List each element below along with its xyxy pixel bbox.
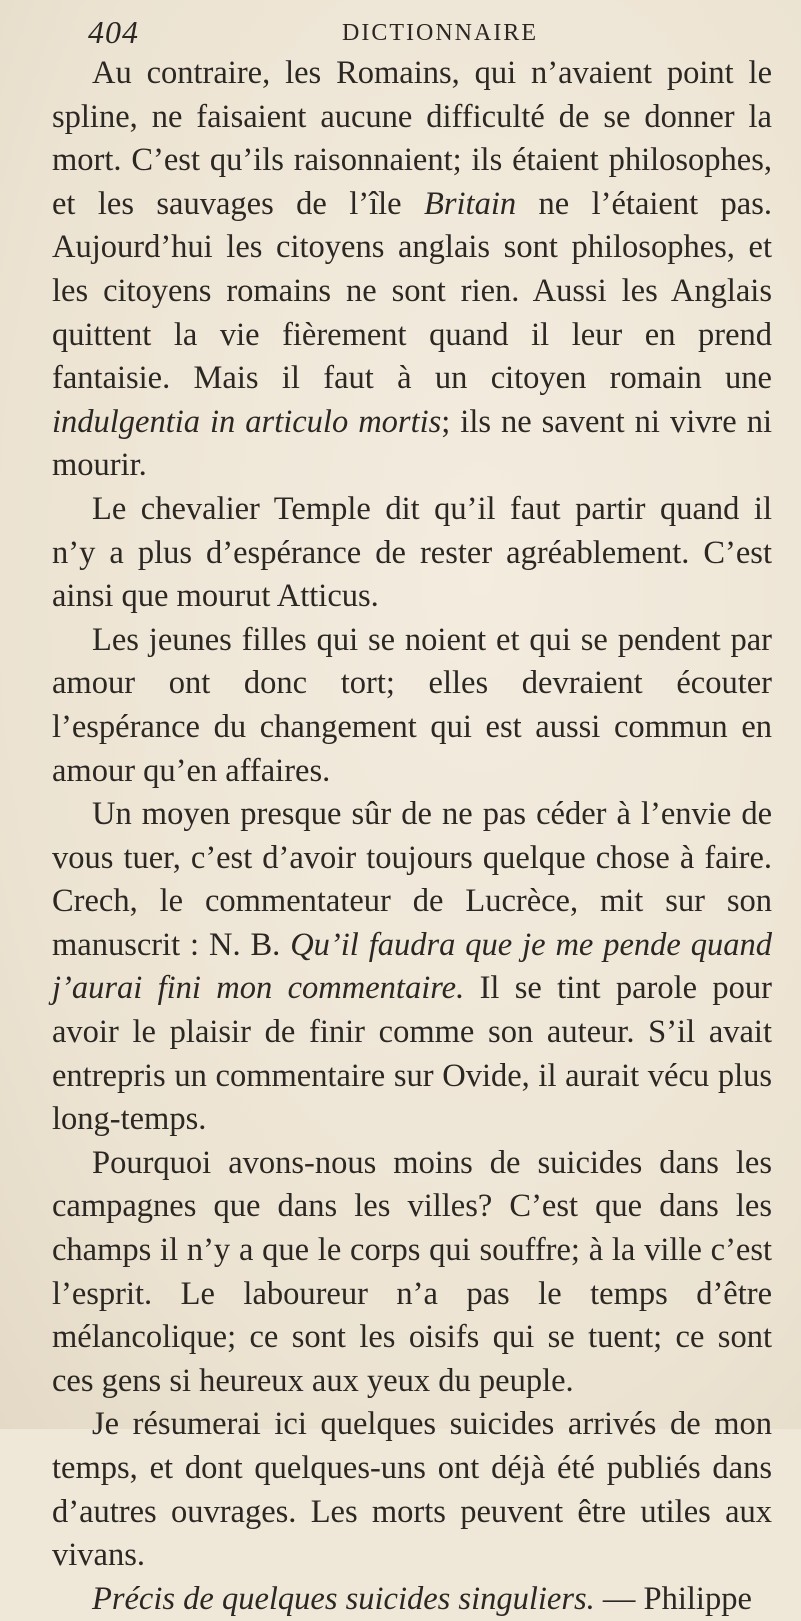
text-segment: ; ils ne savent ni vivre ni mourir. — [52, 403, 772, 484]
paragraph — [52, 52, 772, 488]
paragraph — [52, 1142, 772, 1404]
paragraph — [52, 793, 772, 1142]
italic-segment: Qu’il faudra que je me pende quand j’aurai fini mon commentaire. — [52, 926, 772, 1007]
text-segment: Pourquoi avons-nous moins de suicides dans les campagnes que dans les villes? C’est que dans les champs il n’y a que le corps qui souffre; à la ville c’est l’esprit. Le laboureur n’a pas le temps d’être mélancolique; ce sont les oisifs qui se tuent; ce sont ces gens si heureux aux yeux du peuple. — [52, 1144, 772, 1399]
text-segment: Le chevalier Temple dit qu’il faut partir quand il n’y a plus d’espérance de rester agréablement. C’est ainsi que mourut Atticus. — [52, 490, 772, 615]
text-segment: ne l’étaient pas. Aujourd’hui les citoyens anglais sont philosophes, et les citoyens romains ne sont rien. Aussi les Anglais quittent la vie fièrement quand il leur en prend fantaisie. Mais il faut à un citoyen romain une — [52, 185, 772, 397]
paragraph — [52, 488, 772, 619]
text-segment: Il se tint parole pour avoir le plaisir de finir comme son auteur. S’il avait entrepris un commentaire sur Ovide, il aurait vécu plus long-temps. — [52, 970, 772, 1138]
text-segment: Les jeunes filles qui se noient et qui se pendent par amour ont donc tort; elles devraient écouter l’espérance du changement qui est aussi commun en amour qu’en affaires. — [52, 621, 772, 789]
italic-segment: Précis de quelques suicides singuliers. — [92, 1580, 595, 1617]
italic-segment: indulgentia in articulo mortis — [52, 403, 442, 440]
paragraph — [52, 1403, 772, 1577]
text-segment: Un moyen presque sûr de ne pas céder à l’envie de vous tuer, c’est d’avoir toujours quelque chose à faire. Crech, le commentateur de Lucrèce, mit sur son manuscrit : N. B. — [52, 796, 772, 963]
page-header — [88, 14, 788, 54]
running-title: DICTIONNAIRE — [342, 20, 538, 46]
paragraph — [52, 1578, 772, 1621]
paragraph — [52, 619, 772, 793]
text-segment: Au contraire, les Romains, qui n’avaient point le spline, ne faisaient aucune difficulté de se donner la mort. C’est qu’ils raisonnaient; ils étaient philosophes, et les sauvages de l’île — [52, 55, 772, 222]
text-segment: Je résumerai ici quelques suicides arrivés de mon temps, et dont quelques-uns ont déjà été publiés dans d’autres ouvrages. Les morts peuvent être utiles aux vivans. — [52, 1406, 772, 1574]
body-text — [52, 52, 772, 1621]
page-number: 404 — [88, 14, 139, 50]
text-segment: — Philippe — [594, 1580, 752, 1617]
italic-segment: Britain — [424, 185, 517, 222]
